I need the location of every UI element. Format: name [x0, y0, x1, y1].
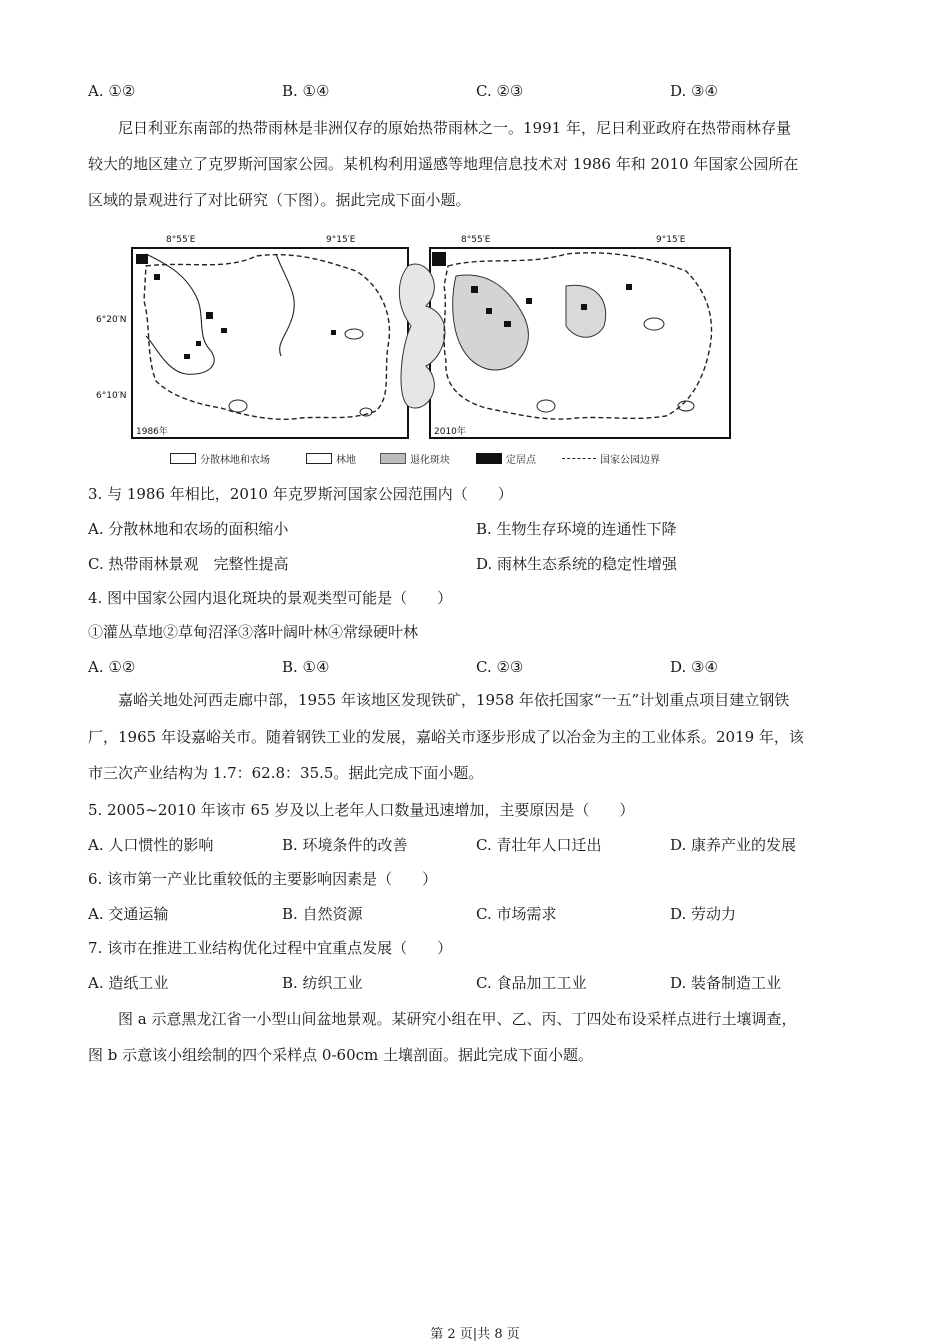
lat1-label: 6°20′N [96, 315, 127, 325]
page-footer: 第 2 页|共 8 页 [430, 1327, 520, 1342]
q4-option-d: D. ③④ [670, 658, 718, 676]
q6-stem: 6. 该市第一产业比重较低的主要影响因素是（ ） [88, 870, 438, 888]
q5-option-a: A. 人口惯性的影响 [88, 836, 214, 854]
landscape-map-figure [96, 226, 746, 476]
passage1-line1: 尼日利亚东南部的热带雨林是非洲仅存的原始热带雨林之一。1991 年，尼日利亚政府在热带雨林存量 [118, 119, 791, 137]
legend-scattered: 分散林地和农场 [170, 451, 270, 466]
q7-stem: 7. 该市在推进工业结构优化过程中宜重点发展（ ） [88, 939, 453, 957]
year-left-label: 1986年 [136, 427, 168, 437]
q6-option-c: C. 市场需求 [476, 905, 557, 923]
q3-option-a: A. 分散林地和农场的面积缩小 [88, 520, 289, 538]
option-b: B. ①④ [282, 82, 330, 100]
q5-option-c: C. 青壮年人口迁出 [476, 836, 602, 854]
map-legend [170, 447, 730, 469]
legend-boundary: 国家公园边界 [562, 451, 660, 466]
year-right-label: 2010年 [434, 427, 466, 437]
q6-option-b: B. 自然资源 [282, 905, 363, 923]
q3-option-b: B. 生物生存环境的连通性下降 [476, 520, 677, 538]
legend-settlement: 定居点 [476, 451, 536, 466]
option-d: D. ③④ [670, 82, 718, 100]
q6-option-d: D. 劳动力 [670, 905, 737, 923]
passage1-line3: 区域的景观进行了对比研究（下图）。据此完成下面小题。 [88, 191, 471, 209]
q4-items: ①灌丛草地②草甸沼泽③落叶阔叶林④常绿硬叶林 [88, 623, 419, 641]
q4-option-c: C. ②③ [476, 658, 524, 676]
q4-option-b: B. ①④ [282, 658, 330, 676]
map-svg [96, 226, 746, 476]
lat2-label: 6°10′N [96, 391, 127, 401]
right-lon2-label: 9°15′E [656, 235, 686, 245]
q4-stem: 4. 图中国家公园内退化斑块的景观类型可能是（ ） [88, 589, 453, 607]
passage3-line2: 图 b 示意该小组绘制的四个采样点 0-60cm 土壤剖面。据此完成下面小题。 [88, 1046, 594, 1064]
boundary-swatch-icon [562, 458, 596, 459]
q5-option-d: D. 康养产业的发展 [670, 836, 797, 854]
q3-stem: 3. 与 1986 年相比，2010 年克罗斯河国家公园范围内（ ） [88, 485, 513, 503]
q3-option-d: D. 雨林生态系统的稳定性增强 [476, 555, 678, 573]
left-lon2-label: 9°15′E [326, 235, 356, 245]
passage2-line1: 嘉峪关地处河西走廊中部，1955 年该地区发现铁矿，1958 年依托国家“一五”计划重点项目建立钢铁 [118, 691, 790, 709]
passage3-line1: 图 a 示意黑龙江省一小型山间盆地景观。某研究小组在甲、乙、丙、丁四处布设采样点进行土壤调查， [118, 1010, 797, 1028]
settlement-swatch-icon [476, 453, 502, 464]
q5-stem: 5. 2005~2010 年该市 65 岁及以上老年人口数量迅速增加，主要原因是（ ） [88, 801, 635, 819]
degraded-swatch-icon [380, 453, 406, 464]
q5-option-b: B. 环境条件的改善 [282, 836, 408, 854]
q4-option-a: A. ①② [88, 658, 136, 676]
option-c: C. ②③ [476, 82, 524, 100]
right-lon1-label: 8°55′E [461, 235, 491, 245]
left-map-frame [132, 248, 408, 438]
q3-option-c: C. 热带雨林景观 完整性提高 [88, 555, 289, 573]
left-lon1-label: 8°55′E [166, 235, 196, 245]
q7-option-d: D. 装备制造工业 [670, 974, 782, 992]
option-a: A. ①② [88, 82, 136, 100]
scattered-swatch-icon [170, 453, 196, 464]
forest-swatch-icon [306, 453, 332, 464]
passage2-line3: 市三次产业结构为 1.7：62.8：35.5。据此完成下面小题。 [88, 764, 484, 782]
passage1-line2: 较大的地区建立了克罗斯河国家公园。某机构利用遥感等地理信息技术对 1986 年和 2010 年国家公园所在 [88, 155, 799, 173]
passage2-line2: 厂，1965 年设嘉峪关市。随着钢铁工业的发展，嘉峪关市逐步形成了以冶金为主的工业体系。2019 年，该 [88, 728, 804, 746]
q6-option-a: A. 交通运输 [88, 905, 169, 923]
legend-degraded: 退化斑块 [380, 451, 450, 466]
q7-option-c: C. 食品加工工业 [476, 974, 587, 992]
q7-option-b: B. 纺织工业 [282, 974, 363, 992]
legend-forest: 林地 [306, 451, 356, 466]
q7-option-a: A. 造纸工业 [88, 974, 169, 992]
